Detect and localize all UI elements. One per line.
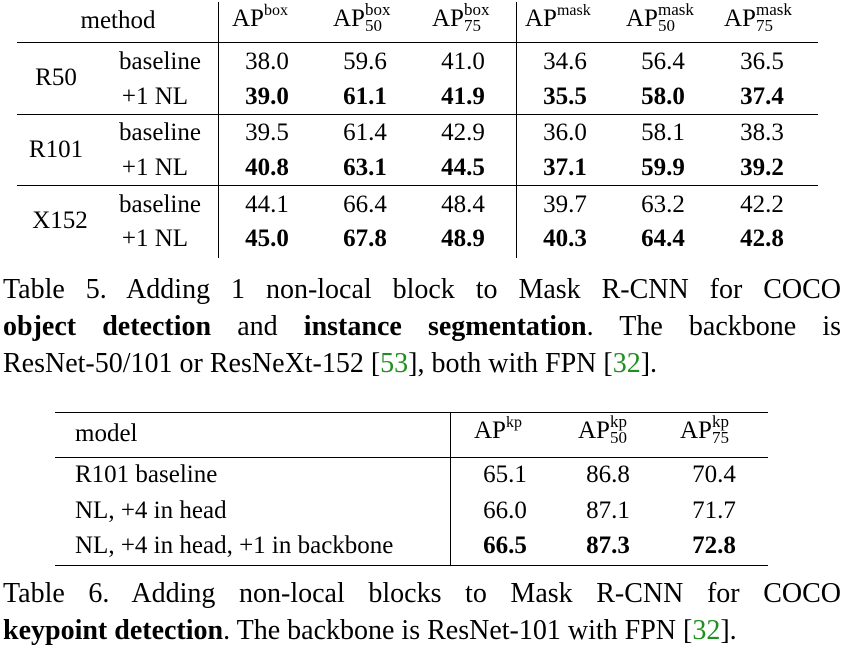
header-ap-mask-75: AP mask 75 (724, 0, 792, 35)
backbone-label: R101 (28, 136, 84, 163)
table-cell: 61.4 (343, 119, 387, 146)
t5-header-rule (17, 42, 818, 43)
table-cell: 36.5 (740, 48, 784, 75)
caption-line: Table 6. Adding non-local blocks to Mask R-CNN for COCO (3, 578, 841, 609)
table-cell: 66.4 (343, 191, 387, 218)
header-ap-mask: $AP^{mask}$ (525, 2, 591, 32)
t6-top-rule (55, 412, 768, 413)
method-label: baseline (119, 48, 201, 75)
table-cell: 87.1 (586, 497, 630, 524)
table-cell: 39.7 (543, 191, 587, 218)
table-cell: 37.1 (543, 154, 587, 181)
header-ap-kp-75: AP kp 75 (680, 412, 729, 447)
citation-link[interactable]: 32 (612, 348, 641, 379)
table-cell: 70.4 (692, 461, 736, 488)
table-cell: 59.6 (343, 48, 387, 75)
header-model: model (75, 420, 138, 447)
table-cell: 86.8 (586, 461, 630, 488)
table-cell: 48.4 (441, 191, 485, 218)
table-cell: 58.0 (641, 83, 685, 110)
method-label: +1 NL (121, 154, 189, 181)
header-method: method (80, 7, 156, 34)
backbone-label: R50 (35, 64, 77, 91)
table-cell: 56.4 (641, 48, 685, 75)
t6-bottom-rule (55, 565, 768, 566)
table-cell: 39.0 (245, 83, 289, 110)
model-label: NL, +4 in head (75, 497, 227, 524)
table-cell: 42.2 (740, 191, 784, 218)
method-label: +1 NL (121, 225, 189, 252)
table-cell: 63.1 (343, 154, 387, 181)
caption-line: ResNet-50/101 or ResNeXt-152 [53], both with FPN [32]. (3, 348, 658, 379)
table-cell: 41.9 (441, 83, 485, 110)
caption-line: object detection and instance segmentation. The backbone is (3, 311, 841, 342)
table-cell: 65.1 (483, 461, 527, 488)
table-cell: 67.8 (343, 225, 387, 252)
table-cell: 35.5 (543, 83, 587, 110)
table-cell: 72.8 (692, 532, 736, 559)
table-cell: 42.9 (441, 119, 485, 146)
backbone-label: X152 (32, 207, 88, 234)
table-cell: 45.0 (245, 225, 289, 252)
table-cell: 42.8 (740, 225, 784, 252)
header-ap-kp: $AP^{kp}$ (474, 414, 522, 444)
header-ap-kp-50: AP kp 50 (578, 412, 627, 447)
t5-group-rule-2 (17, 185, 818, 186)
t5-group-rule-1 (17, 114, 818, 115)
table-cell: 71.7 (692, 497, 736, 524)
table-5-caption (3, 271, 841, 382)
header-ap-box-75: AP box 75 (432, 0, 490, 35)
caption-line: keypoint detection. The backbone is ResNet-101 with FPN [32]. (3, 615, 737, 646)
table-cell: 66.5 (483, 532, 527, 559)
method-label: baseline (119, 119, 201, 146)
table-cell: 58.1 (641, 119, 685, 146)
table-cell: 37.4 (740, 83, 784, 110)
header-ap-box: $AP^{box}$ (232, 2, 288, 32)
table-cell: 34.6 (543, 48, 587, 75)
caption-line: Table 5. Adding 1 non-local block to Mask R-CNN for COCO (3, 274, 841, 305)
citation-link[interactable]: 53 (380, 348, 409, 379)
table-cell: 87.3 (586, 532, 630, 559)
table-cell: 40.3 (543, 225, 587, 252)
table-cell: 39.5 (245, 119, 289, 146)
table-cell: 66.0 (483, 497, 527, 524)
table-cell: 59.9 (641, 154, 685, 181)
header-ap-box-50: AP box 50 (333, 0, 391, 35)
table-cell: 38.0 (245, 48, 289, 75)
t6-header-rule (55, 457, 768, 458)
table-cell: 64.4 (641, 225, 685, 252)
table-cell: 40.8 (245, 154, 289, 181)
t5-vrule-1 (218, 2, 219, 258)
citation-link[interactable]: 32 (692, 615, 721, 646)
model-label: R101 baseline (75, 461, 218, 488)
table-cell: 38.3 (740, 119, 784, 146)
model-label: NL, +4 in head, +1 in backbone (75, 532, 394, 559)
t6-vrule (450, 412, 451, 565)
table-cell: 61.1 (343, 83, 387, 110)
table-cell: 63.2 (641, 191, 685, 218)
header-ap-mask-50: AP mask 50 (626, 0, 694, 35)
method-label: baseline (119, 191, 201, 218)
t5-vrule-2 (516, 2, 517, 258)
table-cell: 48.9 (441, 225, 485, 252)
table-cell: 36.0 (543, 119, 587, 146)
method-label: +1 NL (121, 83, 189, 110)
table-cell: 44.1 (245, 191, 289, 218)
table-cell: 39.2 (740, 154, 784, 181)
table-cell: 41.0 (441, 48, 485, 75)
table-6-caption (3, 575, 841, 649)
table-cell: 44.5 (441, 154, 485, 181)
